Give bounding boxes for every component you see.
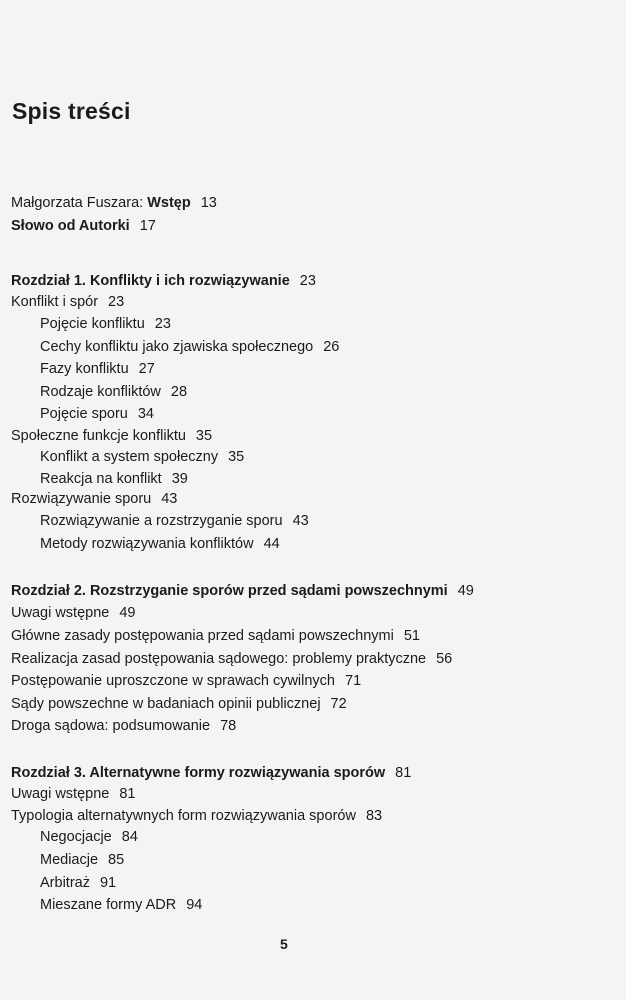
toc-subentry[interactable]	[40, 315, 171, 333]
toc-subentry[interactable]	[40, 360, 155, 378]
toc-subentry[interactable]	[40, 383, 187, 401]
toc-entry-label: Rozwiązywanie a rozstrzyganie sporu	[40, 513, 283, 529]
chapter-title: Rozdział 1. Konflikty i ich rozwiązywanie	[11, 273, 290, 289]
toc-entry-page: 78	[220, 718, 237, 734]
toc-entry-label: Rodzaje konfliktów	[40, 384, 161, 400]
toc-entry-label: Droga sądowa: podsumowanie	[11, 718, 211, 734]
toc-entry-page: 35	[228, 449, 245, 465]
toc-subentry[interactable]	[40, 851, 124, 869]
toc-entry-label: Uwagi wstępne	[11, 605, 110, 621]
toc-subentry[interactable]	[40, 874, 116, 892]
toc-entry-label: Sądy powszechne w badaniach opinii publicznej	[11, 696, 321, 712]
toc-entry-page: 34	[137, 406, 154, 422]
chapter-page: 81	[395, 765, 412, 781]
toc-entry-label: Pojęcie sporu	[40, 406, 128, 422]
toc-subentry[interactable]	[40, 338, 339, 356]
toc-entry[interactable]	[11, 627, 420, 645]
toc-entry-label: Mediacje	[40, 852, 99, 868]
toc-entry-page: 43	[161, 491, 178, 507]
toc-entry-page: 35	[195, 428, 213, 444]
toc-entry-page: 51	[403, 628, 420, 644]
toc-entry-page: 91	[99, 875, 117, 891]
toc-entry-label: Konflikt a system społeczny	[40, 449, 219, 465]
toc-entry-label: Reakcja na konflikt	[40, 471, 162, 487]
toc-entry[interactable]	[11, 427, 212, 445]
toc-entry[interactable]	[11, 650, 452, 668]
toc-entry-author: Małgorzata Fuszara:	[11, 195, 148, 211]
toc-entry-page: 26	[323, 339, 340, 355]
toc-entry-page: 94	[186, 897, 203, 913]
toc-entry-page: 17	[139, 218, 156, 234]
page-title: Spis treści	[12, 98, 131, 124]
chapter-2-heading[interactable]	[11, 582, 474, 600]
toc-entry-page: 49	[119, 605, 136, 621]
toc-entry-label: Fazy konfliktu	[40, 361, 129, 377]
toc-entry-label: Arbitraż	[40, 875, 90, 891]
toc-subentry[interactable]	[40, 828, 138, 846]
toc-entry-label: Konflikt i spór	[11, 294, 99, 310]
toc-entry-label: Metody rozwiązywania konfliktów	[40, 536, 254, 552]
toc-entry-label: Społeczne funkcje konfliktu	[11, 428, 186, 444]
toc-entry-page: 72	[330, 696, 347, 712]
toc-entry-page: 13	[200, 195, 217, 211]
toc-entry[interactable]	[11, 672, 361, 690]
toc-entry[interactable]	[11, 490, 177, 508]
toc-entry-page: 39	[171, 471, 188, 487]
toc-entry-label: Uwagi wstępne	[11, 786, 110, 802]
toc-entry-page: 81	[119, 786, 136, 802]
toc-entry-page: 27	[138, 361, 155, 377]
toc-entry-label: Słowo od Autorki	[11, 218, 130, 234]
toc-entry-label: Główne zasady postępowania przed sądami powszechnymi	[11, 628, 394, 644]
toc-subentry[interactable]	[40, 512, 309, 530]
chapter-3-heading[interactable]	[11, 764, 411, 782]
toc-entry-label: Realizacja zasad postępowania sądowego: problemy praktyczne	[11, 651, 427, 667]
toc-entry-page: 43	[292, 513, 309, 529]
chapter-1-heading[interactable]	[11, 272, 316, 290]
toc-entry-foreword[interactable]	[11, 217, 156, 235]
toc-entry-page: 71	[345, 673, 362, 689]
toc-entry-label: Negocjacje	[40, 829, 112, 845]
toc-entry-label: Mieszane formy ADR	[40, 897, 177, 913]
toc-entry-page: 83	[365, 808, 383, 824]
toc-subentry[interactable]	[40, 448, 244, 466]
toc-entry-page: 28	[170, 384, 188, 400]
toc-entry-intro[interactable]	[11, 194, 217, 212]
toc-entry-label: Wstęp	[147, 195, 191, 211]
toc-entry-label: Rozwiązywanie sporu	[11, 491, 152, 507]
chapter-page: 49	[457, 583, 474, 599]
toc-entry-page: 85	[108, 852, 125, 868]
toc-entry[interactable]	[11, 293, 124, 311]
toc-entry-label: Postępowanie uproszczone w sprawach cywilnych	[11, 673, 335, 689]
toc-entry-page: 23	[154, 316, 171, 332]
chapter-title: Rozdział 3. Alternatywne formy rozwiązywania sporów	[11, 765, 386, 781]
toc-entry[interactable]	[11, 717, 236, 735]
toc-entry-label: Pojęcie konfliktu	[40, 316, 145, 332]
toc-entry[interactable]	[11, 807, 382, 825]
toc-subentry[interactable]	[40, 405, 154, 423]
chapter-title: Rozdział 2. Rozstrzyganie sporów przed sądami powszechnymi	[11, 583, 448, 599]
page-number: 5	[280, 936, 288, 952]
toc-entry-page: 23	[108, 294, 125, 310]
toc-entry[interactable]	[11, 695, 347, 713]
toc-entry[interactable]	[11, 604, 135, 622]
toc-entry-page: 84	[121, 829, 138, 845]
toc-subentry[interactable]	[40, 470, 188, 488]
toc-entry-label: Cechy konfliktu jako zjawiska społecznego	[40, 339, 314, 355]
toc-entry-page: 44	[263, 536, 280, 552]
toc-subentry[interactable]	[40, 896, 202, 914]
toc-entry-label: Typologia alternatywnych form rozwiązywania sporów	[11, 808, 356, 824]
chapter-page: 23	[299, 273, 316, 289]
toc-entry-page: 56	[436, 651, 453, 667]
toc-entry[interactable]	[11, 785, 135, 803]
toc-subentry[interactable]	[40, 535, 280, 553]
